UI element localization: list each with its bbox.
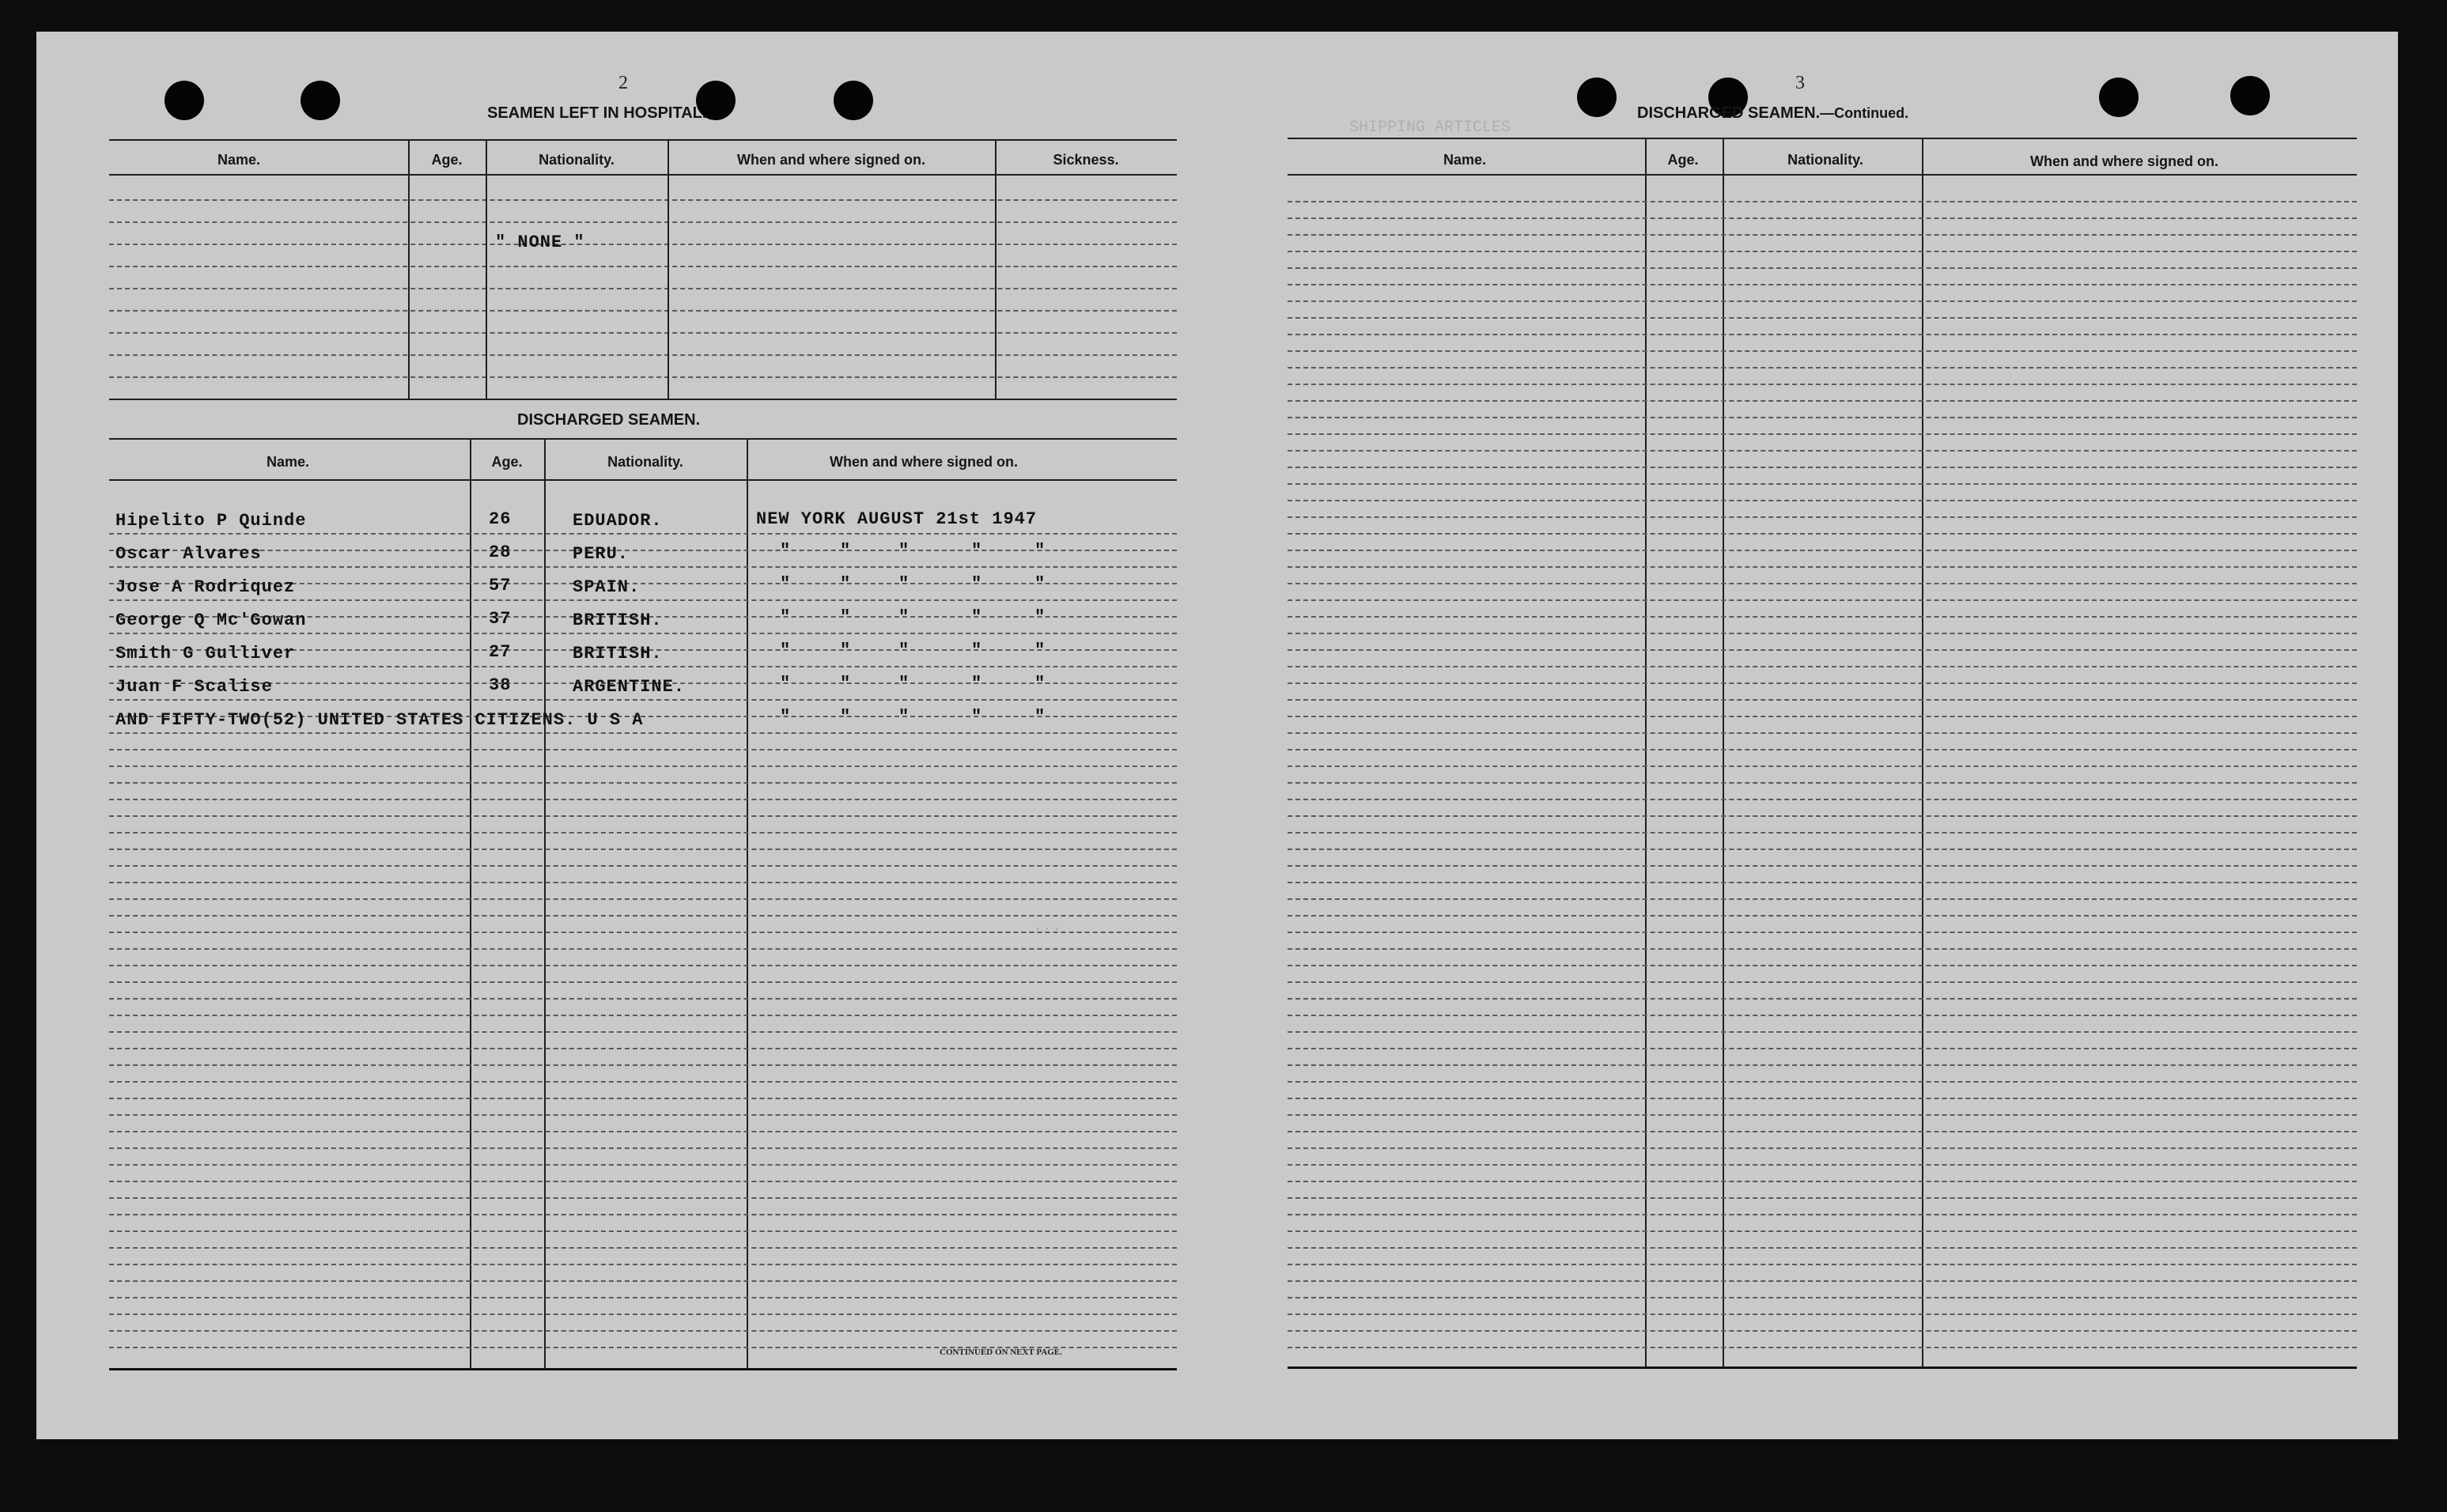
table-rule — [1288, 815, 2357, 817]
ditto-mark: " — [840, 607, 851, 627]
table-rule — [1288, 350, 2357, 352]
table-rule — [1288, 201, 2357, 202]
table-rule — [109, 815, 1177, 817]
table-rule — [1288, 882, 2357, 883]
table-rule — [109, 1048, 1177, 1049]
table-rule — [1288, 267, 2357, 269]
table-rule — [109, 898, 1177, 900]
column-divider — [1645, 139, 1647, 1366]
column-divider — [544, 440, 546, 1368]
table-rule — [109, 376, 1177, 378]
table-rule — [109, 1114, 1177, 1116]
table-rule — [109, 998, 1177, 1000]
table-rule — [1288, 251, 2357, 252]
table-rule — [1288, 500, 2357, 501]
table-rule — [109, 310, 1177, 312]
table-rule — [109, 399, 1177, 400]
table-rule — [109, 732, 1177, 734]
seaman-age: 28 — [489, 542, 512, 562]
table-rule — [109, 566, 1177, 568]
ditto-mark: " — [780, 674, 791, 694]
ditto-mark: " — [898, 641, 910, 660]
table-rule — [109, 699, 1177, 701]
table-rule — [1288, 1164, 2357, 1166]
col-header-age: Age. — [1667, 152, 1699, 168]
table-rule — [109, 1164, 1177, 1166]
table-rule — [1288, 1081, 2357, 1083]
table-rule — [109, 1230, 1177, 1232]
table-rule — [1288, 948, 2357, 950]
table-rule — [1288, 898, 2357, 900]
seaman-age: 38 — [489, 675, 512, 695]
table-rule — [1288, 799, 2357, 800]
table-rule — [1288, 417, 2357, 418]
table-rule — [1288, 367, 2357, 369]
table-rule — [109, 1064, 1177, 1066]
table-rule — [1288, 450, 2357, 452]
punch-hole — [834, 81, 873, 120]
table-rule — [1288, 138, 2357, 139]
seaman-name: Hipelito P Quinde — [115, 511, 307, 531]
table-rule — [109, 244, 1177, 245]
table-rule — [1288, 1181, 2357, 1182]
page-number: 2 — [618, 73, 628, 93]
column-divider — [408, 141, 410, 399]
column-divider — [995, 141, 997, 399]
discharged-continued-title — [1637, 104, 1908, 123]
seaman-age: 27 — [489, 642, 512, 662]
table-rule — [1288, 749, 2357, 750]
col-header-name: Name. — [1443, 152, 1487, 168]
discharged-section-title: DISCHARGED SEAMEN. — [517, 411, 701, 429]
table-rule — [109, 174, 1177, 176]
continued-note: CONTINUED ON NEXT PAGE. — [940, 1348, 1062, 1357]
table-bottom-rule — [109, 1368, 1177, 1370]
table-rule — [109, 1081, 1177, 1083]
column-divider — [1922, 139, 1923, 1366]
table-rule — [109, 1197, 1177, 1199]
ditto-mark: " — [898, 541, 910, 561]
table-rule — [109, 599, 1177, 601]
hospital-none-entry: " NONE " — [495, 232, 585, 252]
table-rule — [1288, 765, 2357, 767]
table-rule — [1288, 915, 2357, 917]
column-divider — [470, 440, 471, 1368]
ditto-mark: " — [780, 641, 791, 660]
ditto-mark: " — [971, 674, 982, 694]
title-text: DISCHARGED SEAMEN. — [1637, 104, 1821, 122]
ditto-mark: " — [1034, 541, 1046, 561]
table-rule — [109, 332, 1177, 334]
table-rule — [1288, 998, 2357, 1000]
table-rule — [1288, 1131, 2357, 1132]
table-rule — [1288, 932, 2357, 933]
seaman-age: 57 — [489, 576, 512, 595]
table-rule — [109, 782, 1177, 784]
col-header-name: Name. — [266, 454, 310, 470]
seaman-nationality: BRITISH. — [573, 644, 663, 663]
punch-hole — [2099, 77, 2139, 117]
table-rule — [1288, 301, 2357, 302]
seaman-name: George Q Mc'Gowan — [115, 610, 307, 630]
table-rule — [1288, 217, 2357, 219]
table-rule — [1288, 467, 2357, 468]
column-divider — [486, 141, 487, 399]
ditto-mark: " — [1034, 674, 1046, 694]
table-rule — [109, 1015, 1177, 1016]
table-rule — [109, 1214, 1177, 1215]
ditto-mark: " — [971, 607, 982, 627]
title-suffix: —Continued. — [1820, 105, 1909, 121]
table-rule — [109, 1330, 1177, 1332]
ditto-mark: " — [780, 707, 791, 727]
table-rule — [1288, 1297, 2357, 1298]
table-rule — [1288, 732, 2357, 734]
table-rule — [1288, 516, 2357, 518]
ditto-mark: " — [840, 641, 851, 660]
table-rule — [1288, 566, 2357, 568]
ditto-mark: " — [840, 674, 851, 694]
table-rule — [1288, 832, 2357, 833]
seaman-nationality: ARGENTINE. — [573, 677, 686, 697]
table-rule — [1288, 1347, 2357, 1348]
table-rule — [109, 666, 1177, 667]
table-rule — [109, 1297, 1177, 1298]
table-rule — [1288, 1330, 2357, 1332]
ditto-mark: " — [1034, 641, 1046, 660]
ditto-mark: " — [1034, 607, 1046, 627]
table-rule — [1288, 782, 2357, 784]
table-rule — [109, 139, 1177, 141]
document-sheet — [36, 32, 2398, 1439]
table-rule — [109, 1131, 1177, 1132]
seaman-name: Juan F Scalise — [115, 677, 273, 697]
ditto-mark: " — [971, 574, 982, 594]
table-rule — [109, 749, 1177, 750]
table-rule — [1288, 334, 2357, 335]
table-rule — [109, 865, 1177, 867]
table-rule — [109, 533, 1177, 535]
column-divider — [1723, 139, 1724, 1366]
table-rule — [1288, 1280, 2357, 1282]
punch-hole — [301, 81, 340, 120]
table-rule — [1288, 1264, 2357, 1265]
punch-hole — [165, 81, 204, 120]
table-rule — [1288, 849, 2357, 850]
table-rule — [1288, 1197, 2357, 1199]
table-rule — [109, 1181, 1177, 1182]
table-rule — [1288, 716, 2357, 717]
seaman-name: Smith G Gulliver — [115, 644, 296, 663]
us-citizens-summary: AND FIFTY-TWO(52) UNITED STATES CITIZENS. U S A — [115, 710, 644, 730]
table-rule — [109, 965, 1177, 966]
table-rule — [109, 849, 1177, 850]
table-rule — [1288, 1314, 2357, 1315]
ditto-mark: " — [780, 607, 791, 627]
hospital-section-title: SEAMEN LEFT IN HOSPITAL. — [487, 104, 707, 122]
table-rule — [1288, 1015, 2357, 1016]
table-rule — [1288, 483, 2357, 485]
ditto-mark: " — [971, 641, 982, 660]
col-header-signed-on: When and where signed on. — [829, 454, 1019, 470]
table-rule — [109, 1264, 1177, 1265]
table-rule — [109, 882, 1177, 883]
table-rule — [1288, 433, 2357, 435]
col-header-signed-on: When and where signed on. — [2029, 153, 2219, 169]
table-rule — [1288, 533, 2357, 535]
col-header-signed-on: When and where signed on. — [736, 152, 926, 168]
col-header-sickness: Sickness. — [1053, 152, 1119, 168]
table-rule — [1288, 699, 2357, 701]
col-header-nationality: Nationality. — [539, 152, 615, 168]
col-header-name: Name. — [217, 152, 261, 168]
table-rule — [1288, 317, 2357, 319]
table-rule — [1288, 682, 2357, 684]
ditto-mark: " — [898, 574, 910, 594]
ditto-mark: " — [898, 707, 910, 727]
table-rule — [1288, 865, 2357, 867]
punch-hole — [1577, 77, 1617, 117]
table-bottom-rule — [1288, 1366, 2357, 1369]
table-rule — [1288, 1064, 2357, 1066]
table-rule — [109, 948, 1177, 950]
ditto-mark: " — [971, 541, 982, 561]
table-rule — [1288, 1214, 2357, 1215]
seaman-name: Jose A Rodriquez — [115, 577, 296, 597]
ditto-mark: " — [971, 707, 982, 727]
ditto-mark: " — [780, 574, 791, 594]
col-header-age: Age. — [431, 152, 463, 168]
table-rule — [109, 1247, 1177, 1249]
ditto-mark: " — [840, 707, 851, 727]
ditto-mark: " — [898, 674, 910, 694]
table-rule — [1288, 616, 2357, 618]
bleed-through: ... — [1033, 917, 1062, 936]
col-header-age: Age. — [491, 454, 523, 470]
seaman-nationality: SPAIN. — [573, 577, 641, 597]
table-rule — [1288, 1048, 2357, 1049]
ditto-mark: " — [840, 541, 851, 561]
table-rule — [109, 799, 1177, 800]
table-rule — [1288, 1147, 2357, 1149]
table-rule — [1288, 550, 2357, 551]
table-rule — [109, 1314, 1177, 1315]
table-rule — [109, 1031, 1177, 1033]
table-rule — [109, 354, 1177, 356]
table-rule — [109, 438, 1177, 440]
ditto-mark: " — [898, 607, 910, 627]
table-rule — [109, 266, 1177, 267]
table-rule — [1288, 400, 2357, 402]
table-rule — [1288, 599, 2357, 601]
table-rule — [1288, 1230, 2357, 1232]
table-rule — [109, 981, 1177, 983]
seaman-nationality: EDUADOR. — [573, 511, 663, 531]
table-rule — [1288, 384, 2357, 385]
table-rule — [1288, 234, 2357, 236]
table-rule — [109, 199, 1177, 201]
col-header-nationality: Nationality. — [1787, 152, 1863, 168]
table-rule — [109, 765, 1177, 767]
table-rule — [1288, 1098, 2357, 1099]
table-rule — [1288, 1247, 2357, 1249]
table-rule — [1288, 174, 2357, 176]
punch-hole — [2230, 76, 2270, 115]
table-rule — [1288, 965, 2357, 966]
table-rule — [109, 479, 1177, 481]
table-rule — [109, 288, 1177, 289]
table-rule — [1288, 583, 2357, 584]
seaman-age: 26 — [489, 509, 512, 529]
table-rule — [109, 932, 1177, 933]
table-rule — [109, 633, 1177, 634]
seaman-name: Oscar Alvares — [115, 544, 262, 564]
table-rule — [1288, 1114, 2357, 1116]
seaman-signed-on: NEW YORK AUGUST 21st 1947 — [756, 509, 1038, 529]
table-rule — [1288, 981, 2357, 983]
table-rule — [109, 832, 1177, 833]
table-rule — [1288, 284, 2357, 285]
seaman-nationality: BRITISH. — [573, 610, 663, 630]
seaman-age: 37 — [489, 609, 512, 629]
column-divider — [668, 141, 669, 399]
table-rule — [109, 1098, 1177, 1099]
page-number: 3 — [1795, 73, 1805, 93]
table-rule — [109, 550, 1177, 551]
table-rule — [1288, 666, 2357, 667]
table-rule — [109, 1280, 1177, 1282]
ditto-mark: " — [1034, 707, 1046, 727]
table-rule — [109, 1147, 1177, 1149]
ditto-mark: " — [840, 574, 851, 594]
col-header-nationality: Nationality. — [607, 454, 683, 470]
table-rule — [1288, 633, 2357, 634]
seaman-nationality: PERU. — [573, 544, 630, 564]
table-rule — [109, 221, 1177, 223]
table-rule — [1288, 1031, 2357, 1033]
table-rule — [109, 915, 1177, 917]
ditto-mark: " — [1034, 574, 1046, 594]
ditto-mark: " — [780, 541, 791, 561]
column-divider — [747, 440, 748, 1368]
bleed-through: SHIPPING ARTICLES — [1349, 119, 1511, 137]
table-rule — [1288, 649, 2357, 651]
